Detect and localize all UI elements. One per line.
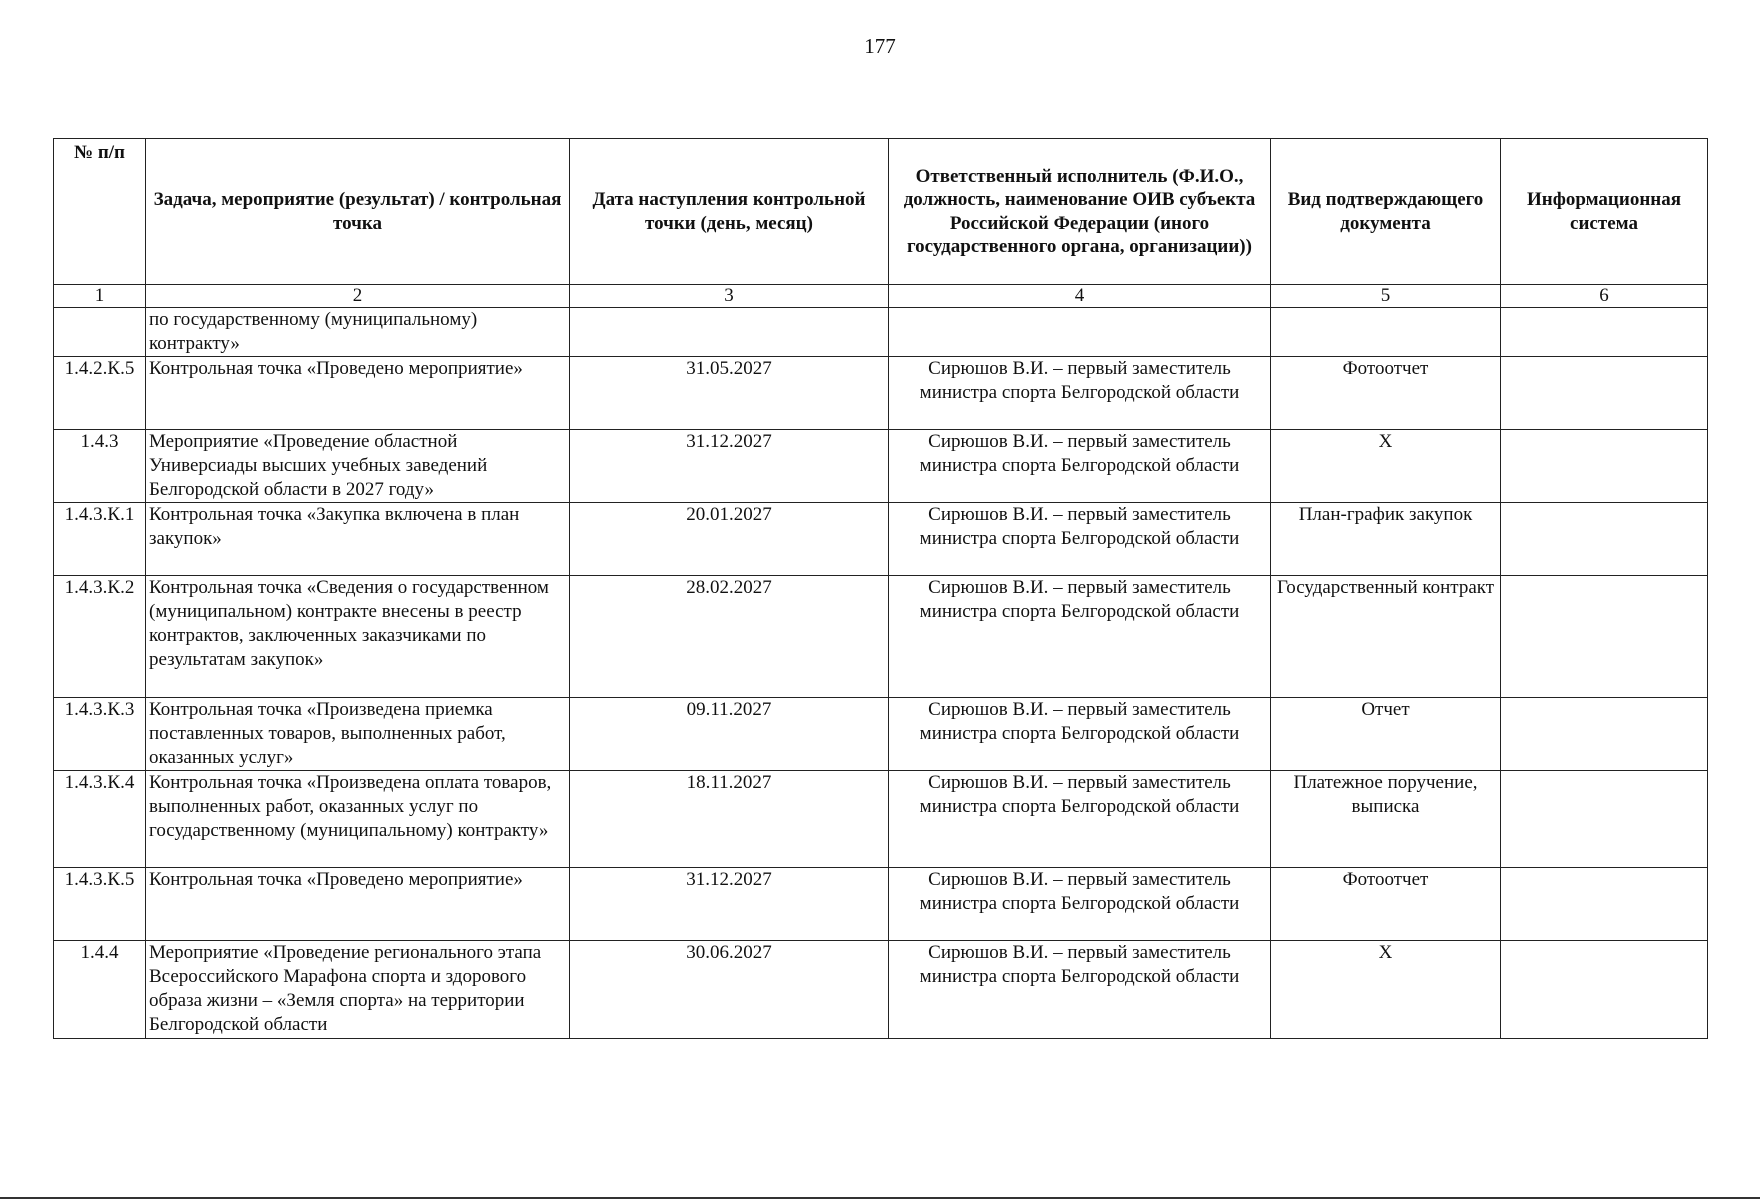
- row-executor: Сирюшов В.И. – первый заместитель министра спорта Белгородской области: [889, 503, 1271, 576]
- row-task: Мероприятие «Проведение регионального этапа Всероссийского Марафона спорта и здорового образа жизни – «Земля спорта» на территории Белгородской области: [146, 941, 570, 1039]
- control-points-table: [53, 138, 1708, 1039]
- row-executor: Сирюшов В.И. – первый заместитель министра спорта Белгородской области: [889, 576, 1271, 698]
- row-date: [570, 308, 889, 357]
- row-number: 1.4.3.К.4: [54, 771, 146, 868]
- row-number: 1.4.4: [54, 941, 146, 1039]
- table-row: [54, 430, 1708, 503]
- column-number: 1: [54, 285, 146, 308]
- column-number: 5: [1271, 285, 1501, 308]
- row-task: Контрольная точка «Проведено мероприятие»: [146, 868, 570, 941]
- row-number: 1.4.3.К.5: [54, 868, 146, 941]
- header-num: № п/п: [54, 139, 146, 285]
- row-executor: Сирюшов В.И. – первый заместитель министра спорта Белгородской области: [889, 698, 1271, 771]
- row-document: Платежное поручение, выписка: [1271, 771, 1501, 868]
- row-task: по государственному (муниципальному) контракту»: [146, 308, 570, 357]
- row-number: 1.4.3.К.1: [54, 503, 146, 576]
- row-system: [1501, 357, 1708, 430]
- header-task: Задача, мероприятие (результат) / контрольная точка: [146, 139, 570, 285]
- column-number-row: [54, 285, 1708, 308]
- row-system: [1501, 868, 1708, 941]
- row-task: Мероприятие «Проведение областной Универсиады высших учебных заведений Белгородской области в 2027 году»: [146, 430, 570, 503]
- table-row: [54, 771, 1708, 868]
- row-document: Х: [1271, 430, 1501, 503]
- row-system: [1501, 576, 1708, 698]
- row-number: [54, 308, 146, 357]
- row-system: [1501, 941, 1708, 1039]
- row-system: [1501, 430, 1708, 503]
- row-date: 18.11.2027: [570, 771, 889, 868]
- row-document: План-график закупок: [1271, 503, 1501, 576]
- row-number: 1.4.2.К.5: [54, 357, 146, 430]
- row-executor: Сирюшов В.И. – первый заместитель министра спорта Белгородской области: [889, 941, 1271, 1039]
- row-date: 31.05.2027: [570, 357, 889, 430]
- column-number: 4: [889, 285, 1271, 308]
- row-executor: Сирюшов В.И. – первый заместитель министра спорта Белгородской области: [889, 771, 1271, 868]
- table-row: [54, 503, 1708, 576]
- row-executor: [889, 308, 1271, 357]
- row-system: [1501, 771, 1708, 868]
- row-executor: Сирюшов В.И. – первый заместитель министра спорта Белгородской области: [889, 868, 1271, 941]
- header-document: Вид подтверждающего документа: [1271, 139, 1501, 285]
- row-number: 1.4.3: [54, 430, 146, 503]
- row-task: Контрольная точка «Закупка включена в план закупок»: [146, 503, 570, 576]
- table-row: [54, 868, 1708, 941]
- row-executor: Сирюшов В.И. – первый заместитель министра спорта Белгородской области: [889, 357, 1271, 430]
- row-document: Государственный контракт: [1271, 576, 1501, 698]
- column-number: 3: [570, 285, 889, 308]
- row-date: 20.01.2027: [570, 503, 889, 576]
- table-header-row: [54, 139, 1708, 285]
- column-number: 6: [1501, 285, 1708, 308]
- row-date: 28.02.2027: [570, 576, 889, 698]
- row-task: Контрольная точка «Проведено мероприятие»: [146, 357, 570, 430]
- row-system: [1501, 308, 1708, 357]
- row-task: Контрольная точка «Сведения о государственном (муниципальном) контракте внесены в реестр контрактов, заключенных заказчиками по результатам закупок»: [146, 576, 570, 698]
- row-document: Фотоотчет: [1271, 357, 1501, 430]
- column-number: 2: [146, 285, 570, 308]
- header-executor: Ответственный исполнитель (Ф.И.О., должность, наименование ОИВ субъекта Российской Федерации (иного государственного органа, организации)): [889, 139, 1271, 285]
- row-number: 1.4.3.К.2: [54, 576, 146, 698]
- row-document: Фотоотчет: [1271, 868, 1501, 941]
- row-task: Контрольная точка «Произведена оплата товаров, выполненных работ, оказанных услуг по государственному (муниципальному) контракту»: [146, 771, 570, 868]
- header-system: Информационная система: [1501, 139, 1708, 285]
- header-date: Дата наступления контрольной точки (день, месяц): [570, 139, 889, 285]
- row-executor: Сирюшов В.И. – первый заместитель министра спорта Белгородской области: [889, 430, 1271, 503]
- row-system: [1501, 698, 1708, 771]
- row-number: 1.4.3.К.3: [54, 698, 146, 771]
- row-date: 09.11.2027: [570, 698, 889, 771]
- row-document: [1271, 308, 1501, 357]
- table-row: [54, 308, 1708, 357]
- table-row: [54, 941, 1708, 1039]
- table-row: [54, 698, 1708, 771]
- table-row: [54, 576, 1708, 698]
- row-system: [1501, 503, 1708, 576]
- table-row: [54, 357, 1708, 430]
- row-document: Х: [1271, 941, 1501, 1039]
- row-task: Контрольная точка «Произведена приемка поставленных товаров, выполненных работ, оказанных услуг»: [146, 698, 570, 771]
- row-document: Отчет: [1271, 698, 1501, 771]
- row-date: 31.12.2027: [570, 430, 889, 503]
- page-bottom-rule: [0, 1197, 1760, 1199]
- row-date: 31.12.2027: [570, 868, 889, 941]
- page-number: 177: [864, 34, 896, 58]
- row-date: 30.06.2027: [570, 941, 889, 1039]
